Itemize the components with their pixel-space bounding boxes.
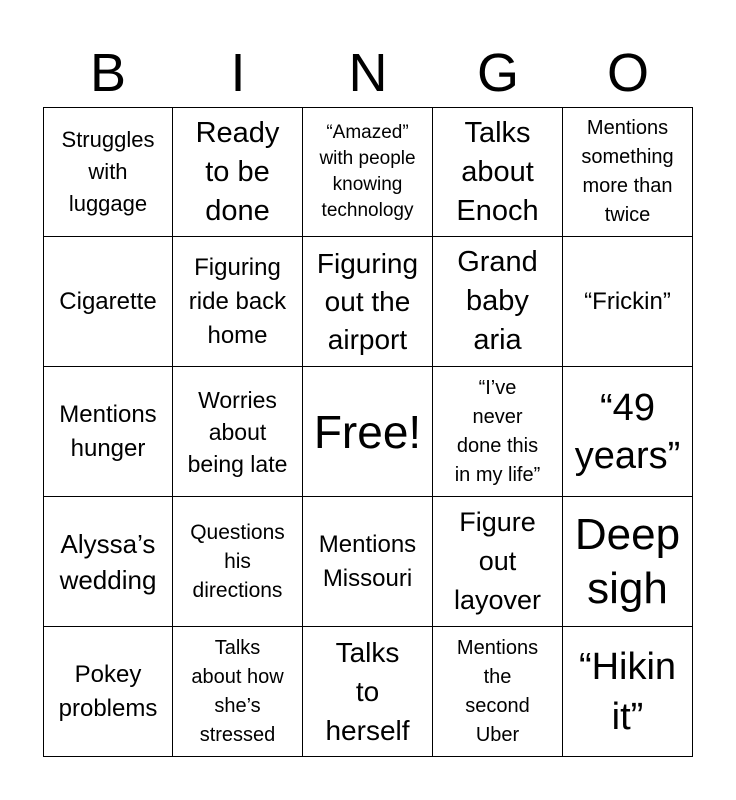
cell-text: “Amazed” with people knowing technology: [319, 122, 416, 221]
bingo-cell[interactable]: [563, 627, 693, 757]
cell-text: Cigarette: [59, 287, 157, 315]
bingo-cell[interactable]: [303, 627, 433, 757]
bingo-cell[interactable]: [173, 367, 303, 497]
cell-text: “49 years”: [574, 386, 681, 477]
cell-text: “I’ve never done this in my life”: [454, 376, 541, 486]
bingo-cell[interactable]: [303, 237, 433, 367]
bingo-cell[interactable]: [433, 497, 563, 627]
bingo-cell[interactable]: [433, 107, 563, 237]
cell-text: Pokey problems: [58, 660, 158, 722]
cell-text: Figure out layover: [453, 507, 542, 615]
cell-text: Mentions Missouri: [318, 530, 417, 592]
bingo-cell[interactable]: [303, 497, 433, 627]
cell-text: Struggles with luggage: [61, 127, 155, 216]
free-space-label: Free!: [313, 405, 422, 458]
cell-text: Talks to herself: [325, 637, 410, 746]
header-letter-i: I: [230, 43, 246, 103]
free-space-cell[interactable]: [303, 367, 433, 497]
bingo-cell[interactable]: [563, 237, 693, 367]
cell-text: Figuring ride back home: [188, 253, 287, 349]
cell-text: Talks about Enoch: [456, 116, 539, 227]
cell-text: Mentions the second Uber: [456, 636, 539, 746]
bingo-cell[interactable]: [303, 107, 433, 237]
bingo-cell[interactable]: [563, 107, 693, 237]
header-letter-g: G: [476, 43, 519, 103]
cell-text: “Frickin”: [584, 287, 671, 315]
bingo-cell[interactable]: [43, 627, 173, 757]
bingo-cell[interactable]: [433, 237, 563, 367]
cell-text: Mentions hunger: [59, 400, 157, 462]
cell-text: Questions his directions: [190, 521, 285, 602]
bingo-cell[interactable]: [433, 367, 563, 497]
header-letter-b: B: [89, 43, 127, 103]
cell-text: Grand baby aria: [457, 246, 538, 356]
bingo-cell[interactable]: [433, 627, 563, 757]
bingo-cell[interactable]: [173, 497, 303, 627]
cell-text: Alyssa’s wedding: [59, 528, 157, 595]
bingo-cell[interactable]: [563, 497, 693, 627]
header-letter-o: O: [606, 43, 649, 103]
bingo-card: [43, 107, 693, 757]
bingo-cell[interactable]: [43, 367, 173, 497]
bingo-cell[interactable]: [173, 107, 303, 237]
cell-text: Mentions something more than twice: [581, 117, 674, 226]
bingo-cell[interactable]: [43, 107, 173, 237]
cell-text: Ready to be done: [195, 116, 280, 227]
bingo-cell[interactable]: [563, 367, 693, 497]
bingo-cell[interactable]: [43, 497, 173, 627]
cell-text: “Hikin it”: [578, 645, 677, 738]
cell-text: Deep sigh: [574, 509, 681, 613]
header-letter-n: N: [348, 43, 388, 103]
cell-text: Talks about how she’s stressed: [191, 636, 284, 746]
bingo-cell[interactable]: [173, 627, 303, 757]
cell-text: Figuring out the airport: [316, 247, 419, 355]
bingo-cell[interactable]: [43, 237, 173, 367]
cell-text: Worries about being late: [187, 386, 288, 477]
bingo-header: [43, 40, 693, 106]
bingo-cell[interactable]: [173, 237, 303, 367]
